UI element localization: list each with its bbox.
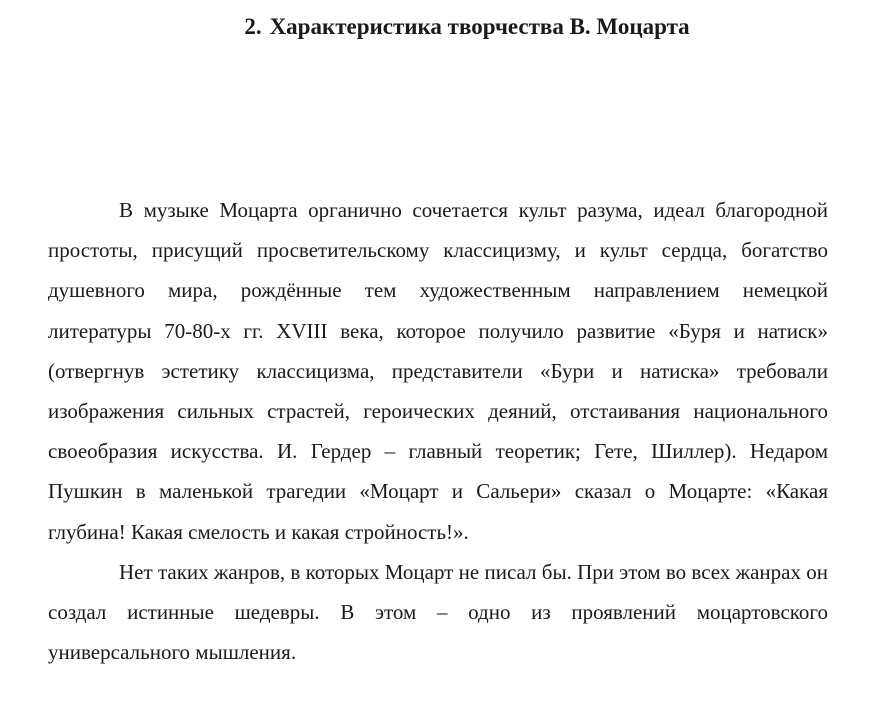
heading-title: Характеристика творчества В. Моцарта	[269, 14, 690, 39]
paragraph-mozart-genres: Нет таких жанров, в которых Моцарт не писал бы. При этом во всех жанрах он создал истинные шедевры. В этом – одно из проявлений моцартовского универсального мышления.	[48, 559, 828, 665]
paragraph-mozart-style: В музыке Моцарта органично сочетается культ разума, идеал благородной простоты, присущий просветительскому классицизму, и культ сердца, богатство душевного мира, рождённые тем художественным направлением немецкой литературы 70-80-х гг. XVIII века, которое получило развитие «Буря и натиск» (отвергнув эстетику классицизма, представители «Бури и натиска» требовали изображения сильных страстей, героических деяний, отстаивания национального своеобразия искусства. И. Гердер – главный теоретик; Гете, Шиллер). Недаром Пушкин в маленькой трагедии «Моцарт и Сальери» сказал о Моцарте: «Какая глубина! Какая смелость и какая стройность!».	[48, 198, 828, 544]
heading-number: 2.	[244, 14, 262, 39]
section-heading	[0, 10, 872, 44]
body-text	[48, 190, 828, 672]
